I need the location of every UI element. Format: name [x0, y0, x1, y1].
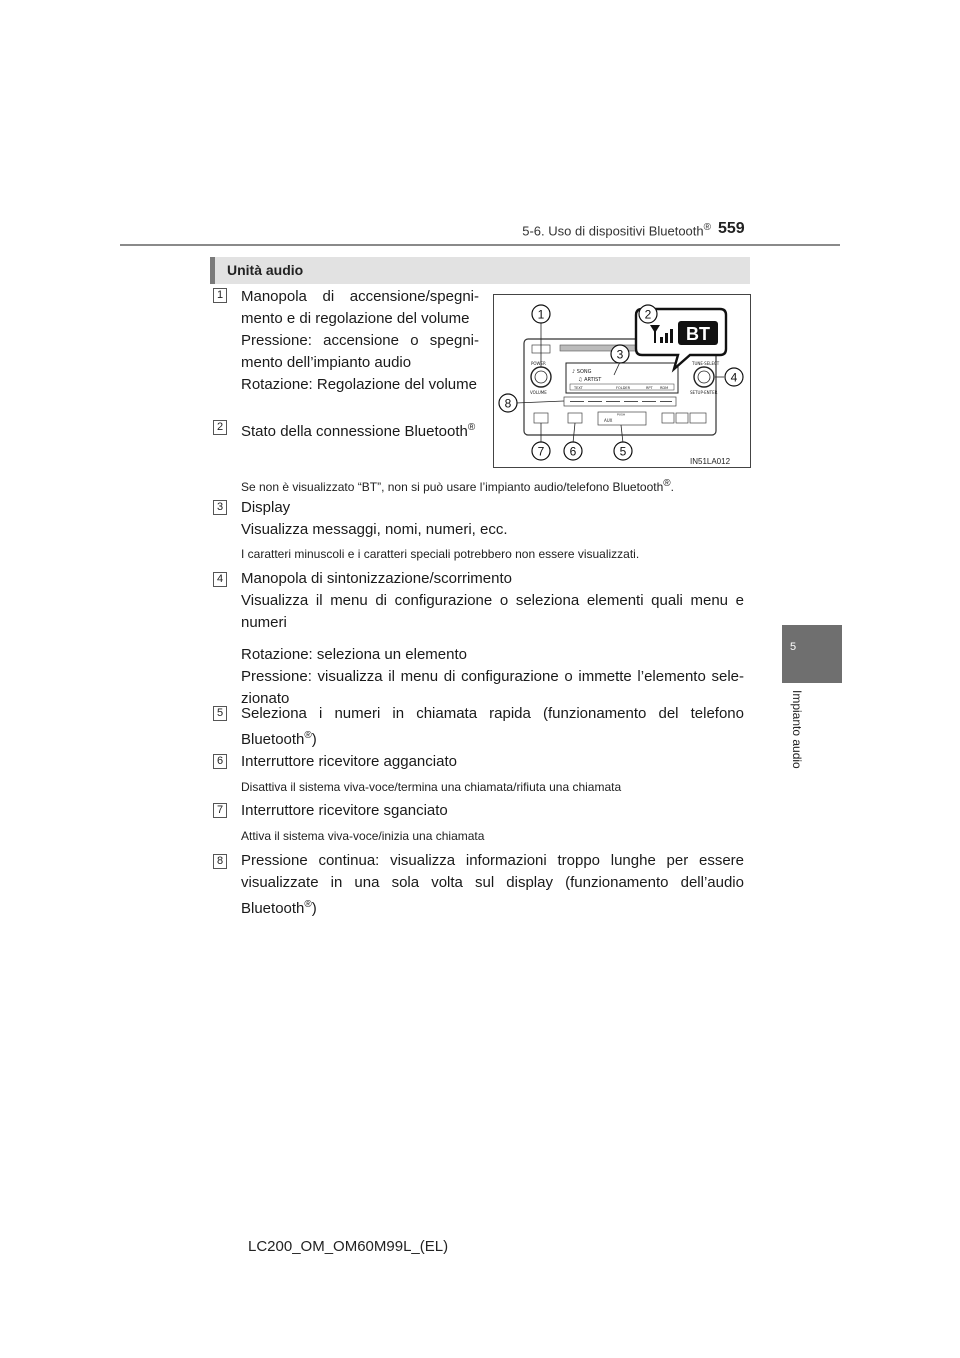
item-6-description: Interruttore ricevitore agganciato — [241, 753, 457, 770]
callout-2: 2 — [644, 307, 652, 322]
audio-unit-illustration — [494, 295, 750, 467]
item-4-line-4: Pressione: visualizza il menu di configurazione o immette l’elemento sele-zionato — [241, 668, 744, 707]
chapter-tab-number: 5 — [789, 641, 797, 653]
header-divider — [120, 244, 840, 246]
figure-code: IN51LA012 — [690, 457, 731, 466]
item-4-line-3: Rotazione: seleziona un elemento — [241, 646, 467, 663]
item-number-5: 5 — [213, 706, 227, 721]
item-number-1: 1 — [213, 288, 227, 303]
item-2-description: Stato della connessione Bluetooth® — [241, 422, 476, 440]
callout-5: 5 — [619, 444, 627, 459]
item-7-note: Attiva il sistema viva-voce/inizia una chiamata — [241, 829, 485, 843]
setup-enter-label: SETUP·ENTER — [690, 390, 718, 395]
chapter-tab-label: Impianto audio — [790, 690, 804, 769]
item-1-line-1: Manopola di accensione/spegni-mento e di regolazione del volume — [241, 288, 479, 327]
page-number: 559 — [718, 220, 745, 237]
rdm-key: RDM — [660, 386, 669, 390]
callout-1: 1 — [537, 307, 545, 322]
item-number-7: 7 — [213, 803, 227, 818]
callout-4: 4 — [730, 370, 738, 385]
callout-3: 3 — [616, 347, 624, 362]
document-code: LC200_OM_OM60M99L_(EL) — [248, 1238, 449, 1255]
rpt-key: RPT — [646, 386, 653, 390]
text-key: TEXT — [574, 386, 583, 390]
tune-select-label: TUNE·SELECT — [692, 361, 720, 366]
chapter-tab — [782, 625, 842, 683]
folder-key: FOLDER — [616, 386, 631, 390]
callout-6: 6 — [569, 444, 577, 459]
section-header — [210, 257, 750, 284]
item-3-note: I caratteri minuscoli e i caratteri speciali potrebbero non essere visualizzati. — [241, 547, 640, 561]
item-1-line-3: Rotazione: Regolazione del volume — [241, 376, 477, 393]
item-1-line-2: Pressione: accensione o spegni-mento dell’impianto audio — [241, 332, 479, 371]
item-6-note: Disattiva il sistema viva-voce/termina una chiamata/rifiuta una chiamata — [241, 780, 622, 794]
callout-8: 8 — [504, 396, 512, 411]
audio-unit-figure — [493, 294, 751, 468]
item-4-line-1: Manopola di sintonizzazione/scorrimento — [241, 570, 512, 587]
item-number-4: 4 — [213, 572, 227, 587]
item-number-8: 8 — [213, 854, 227, 869]
callout-7: 7 — [537, 444, 545, 459]
display-song: ♪ SONG — [572, 369, 592, 375]
section-title: Unità audio — [227, 262, 304, 278]
item-8-description: Pressione continua: visualizza informazioni troppo lunghe per essere visualizzate in una sola volta sul display (funzionamento dell’audio Bluetooth®) — [241, 852, 744, 917]
push-label: PUSH — [617, 412, 626, 417]
display-artist: ♫ ARTIST — [578, 377, 602, 383]
power-label: POWER — [531, 361, 546, 366]
item-number-2: 2 — [213, 420, 227, 435]
bt-indicator: BT — [686, 324, 710, 344]
item-2-note: Se non è visualizzato “BT”, non si può usare l’impianto audio/telefono Bluetooth®. — [241, 478, 674, 494]
item-1-description — [241, 286, 479, 396]
item-number-3: 3 — [213, 500, 227, 515]
chapter-title: 5-6. Uso di dispositivi Bluetooth® — [522, 222, 711, 239]
item-4-description — [241, 568, 744, 710]
item-5-description: Seleziona i numeri in chiamata rapida (funzionamento del telefono Bluetooth®) — [241, 705, 744, 748]
item-3-line-2: Visualizza messaggi, nomi, numeri, ecc. — [241, 521, 508, 538]
aux-port-label: AUX — [604, 418, 613, 423]
item-number-6: 6 — [213, 754, 227, 769]
item-4-line-2: Visualizza il menu di configurazione o seleziona elementi quali menu e numeri — [241, 592, 744, 631]
volume-label: VOLUME — [530, 390, 547, 395]
item-3-line-1: Display — [241, 499, 291, 516]
item-7-description: Interruttore ricevitore sganciato — [241, 802, 448, 819]
item-3-description — [241, 497, 744, 541]
